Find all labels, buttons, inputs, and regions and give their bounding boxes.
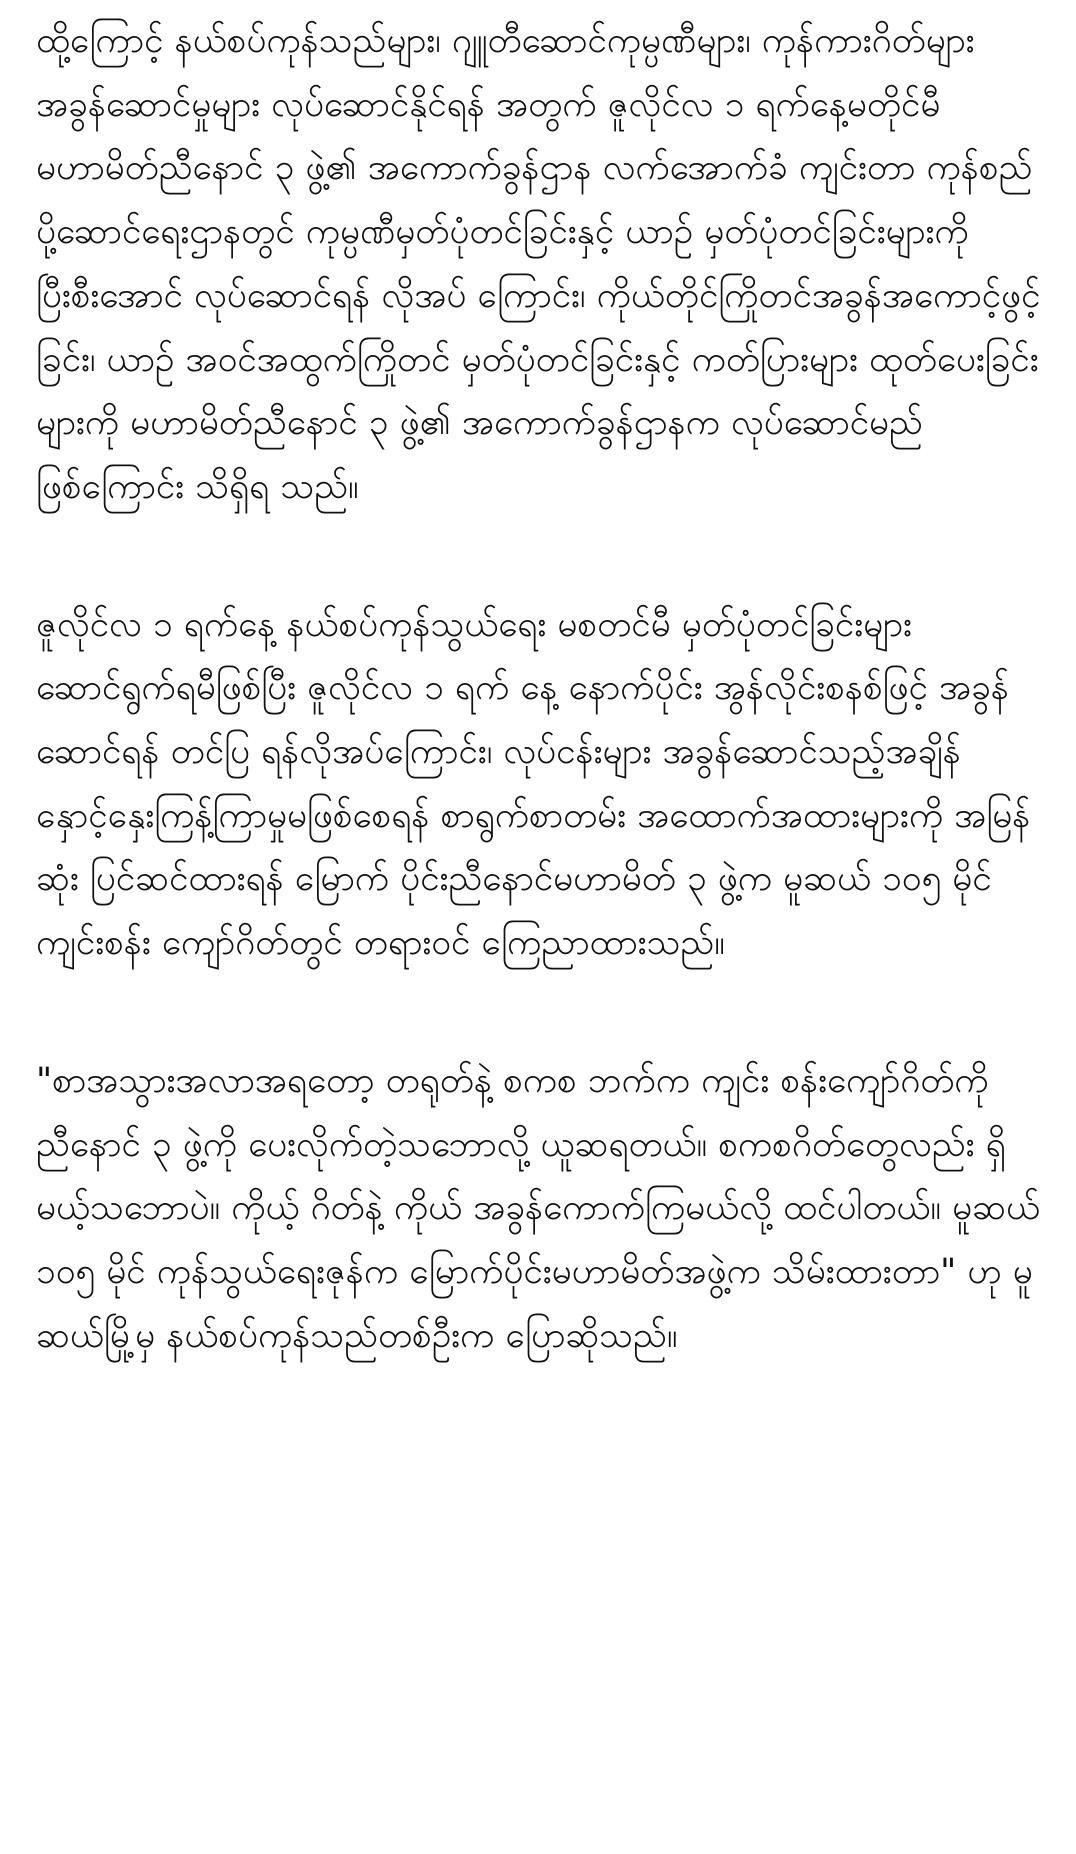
paragraph-spacer [36,976,1042,1050]
paragraph-spacer [36,520,1042,594]
paragraph-2: ဇူလိုင်လ ၁ ရက်နေ့ နယ်စပ်ကုန်သွယ်ရေး မစတင်မီ မှတ်ပုံတင်ခြင်းများ ဆောင်ရွက်ရမီဖြစ်ပြီး ဇူလိုင်လ ၁ ရက် နေ့ နောက်ပိုင်း အွန်လိုင်းစနစ်ဖြင့် အခွန်ဆောင်ရန် တင်ပြ ရန်လိုအပ်ကြောင်း၊ လုပ်ငန်းများ အခွန်ဆောင်သည့်အချိန် နှောင့်နှေးကြန့်ကြာမှုမဖြစ်စေရန် စာရွက်စာတမ်း အထောက်အထားများကို အမြန်ဆုံး ပြင်ဆင်ထားရန် မြောက် ပိုင်းညီနောင်မဟာမိတ် ၃ ဖွဲ့က မူဆယ် ၁၀၅ မိုင် ကျင်းစန်း ကျော်ဂိတ်တွင် တရားဝင် ကြေညာထားသည်။ [36,604,1031,964]
paragraph-1: ထို့ကြောင့် နယ်စပ်ကုန်သည်များ၊ ဂျူတီဆောင်ကုမ္ပဏီများ၊ ကုန်ကားဂိတ်များ အခွန်ဆောင်မှုများ လုပ်ဆောင်နိုင်ရန် အတွက် ဇူလိုင်လ ၁ ရက်နေ့မတိုင်မီ မဟာမိတ်ညီနောင် ၃ ဖွဲ့၏ အကောက်ခွန်ဌာန လက်အောက်ခံ ကျင်းတာ ကုန်စည်ပို့ဆောင်ရေးဌာနတွင် ကုမ္ပဏီမှတ်ပုံတင်ခြင်းနှင့် ယာဉ် မှတ်ပုံတင်ခြင်းများကို ပြီးစီးအောင် လုပ်ဆောင်ရန် လိုအပ် ကြောင်း၊ ကိုယ်တိုင်ကြိုတင်အခွန်အကောင့်ဖွင့်ခြင်း၊ ယာဉ် အဝင်အထွက်ကြိုတင် မှတ်ပုံတင်ခြင်းနှင့် ကတ်ပြားများ ထုတ်ပေးခြင်းများကို မဟာမိတ်ညီနောင် ၃ ဖွဲ့၏ အကောက်ခွန်ဌာနက လုပ်ဆောင်မည်ဖြစ်ကြောင်း သိရှိရ သည်။ [36,21,1041,507]
paragraph-3: "စာအသွားအလာအရတော့ တရုတ်နဲ့ စကစ ဘက်က ကျင်း စန်းကျော်ဂိတ်ကို ညီနောင် ၃ ဖွဲ့ကို ပေးလိုက်တဲ့သဘောလို့ ယူဆရတယ်။ စကစဂိတ်တွေလည်း ရှိမယ့်သဘောပဲ။ ကိုယ့် ဂိတ်နဲ့ ကိုယ် အခွန်ကောက်ကြမယ်လို့ ထင်ပါတယ်။ မူဆယ် ၁၀၅ မိုင် ကုန်သွယ်ရေးဇုန်က မြောက်ပိုင်းမဟာမိတ်အဖွဲ့က သိမ်းထားတာ" ဟု မူဆယ်မြို့မှ နယ်စပ်ကုန်သည်တစ်ဦးက ပြောဆိုသည်။ [36,1060,1040,1356]
